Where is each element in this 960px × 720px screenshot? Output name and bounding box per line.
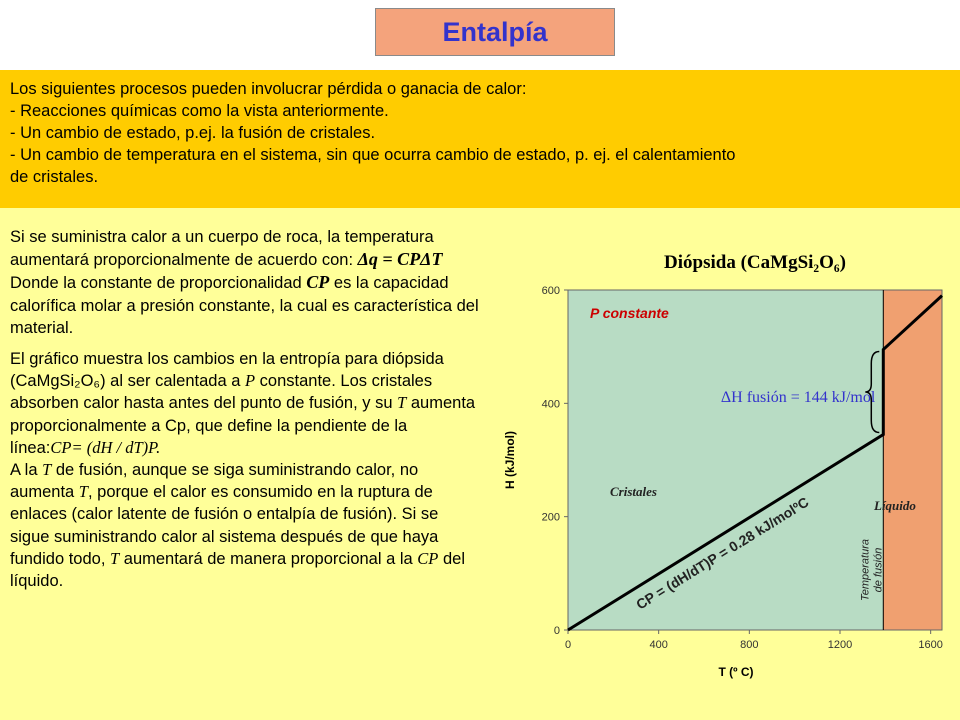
y-tick-label: 200 (541, 511, 560, 524)
t-symbol: T (42, 460, 52, 480)
melting-label: de fusión (872, 547, 885, 593)
text-span: Si se suministra calor a un cuerpo de roca, la temperatura aumentará proporcionalmente de acuerdo con: (10, 228, 434, 270)
x-tick-label: 1200 (827, 639, 853, 651)
intro-line: Los siguientes procesos pueden involucrar pérdida o ganacia de calor: (10, 80, 527, 98)
text-span: del líquido. (10, 549, 465, 591)
text-span: aumenta proporcionalmente a Cp, que define la pendiente de la línea: (10, 394, 476, 457)
intro-line: de cristales. (10, 168, 99, 186)
t-symbol: T (397, 393, 407, 413)
text-span: de fusión, aunque se siga suministrando calor, no aumenta (10, 461, 419, 502)
melting-label: Temperatura (859, 539, 872, 601)
text-span: constante. Los cristales absorben calor hasta antes del punto de fusión, y su (10, 372, 433, 413)
equation: Δq = CPΔT (357, 249, 443, 270)
paragraph-heat-capacity (10, 226, 480, 339)
chart-title: Diópsida (CaMgSi₂O₆) (664, 252, 846, 273)
x-tick-label: 800 (740, 639, 759, 651)
y-tick-label: 0 (553, 625, 560, 637)
page-title: Entalpía (442, 16, 548, 47)
crystals-label: Cristales (610, 484, 657, 499)
x-tick-label: 400 (649, 639, 668, 651)
crystal-region (568, 290, 883, 630)
cp-definition: CP= (dH / dT)P. (50, 437, 161, 457)
x-tick-label: 1600 (918, 639, 943, 651)
p-symbol: P (245, 371, 256, 391)
explanation-text (10, 226, 480, 601)
y-axis-label: H (kJ/mol) (503, 430, 517, 490)
cp-symbol: CP (417, 548, 439, 568)
paragraph-graph (10, 348, 480, 592)
text-span: aumentará de manera proporcional a la (119, 549, 418, 568)
slope-label: CP = (dH/dT)P = 0.28 kJ/molºC (633, 493, 812, 613)
cp-symbol: CP (306, 272, 330, 293)
title-box (375, 8, 615, 56)
text-span: Donde la constante de proporcionalidad (10, 274, 307, 293)
intro-line: - Un cambio de estado, p.ej. la fusión de cristales. (10, 124, 376, 142)
text-span: El gráfico muestra los cambios en la entropía para diópsida (CaMgSi₂O₆) al ser calentada a (10, 350, 444, 391)
y-tick-label: 400 (541, 398, 560, 411)
text-span: A la (10, 461, 43, 480)
t-symbol: T (110, 548, 120, 568)
t-symbol: T (78, 482, 88, 502)
text-span: es la capacidad calorífica molar a presión constante, la cual es característica del material. (10, 274, 479, 337)
y-tick-label: 600 (541, 285, 560, 297)
x-axis-label: T (º C) (718, 665, 754, 679)
text-span: , porque el calor es consumido en la ruptura de enlaces (calor latente de fusión o entalpía de fusión). Si se sigue suministrando calor al sistema después de que haya fundido todo, (10, 483, 439, 568)
enthalpy-chart (490, 240, 960, 690)
liquid-label: Líquido (874, 498, 916, 513)
intro-line: - Reacciones químicas como la vista anteriormente. (10, 102, 389, 120)
x-tick-label: 0 (564, 639, 572, 651)
condition-label: P constante (590, 305, 669, 321)
chart-svg (490, 240, 960, 690)
fusion-label: ΔH fusión = 144 kJ/mol (720, 389, 876, 406)
intro-box (0, 70, 960, 208)
intro-line: - Un cambio de temperatura en el sistema, sin que ocurra cambio de estado, p. ej. el calentamiento (10, 146, 736, 164)
